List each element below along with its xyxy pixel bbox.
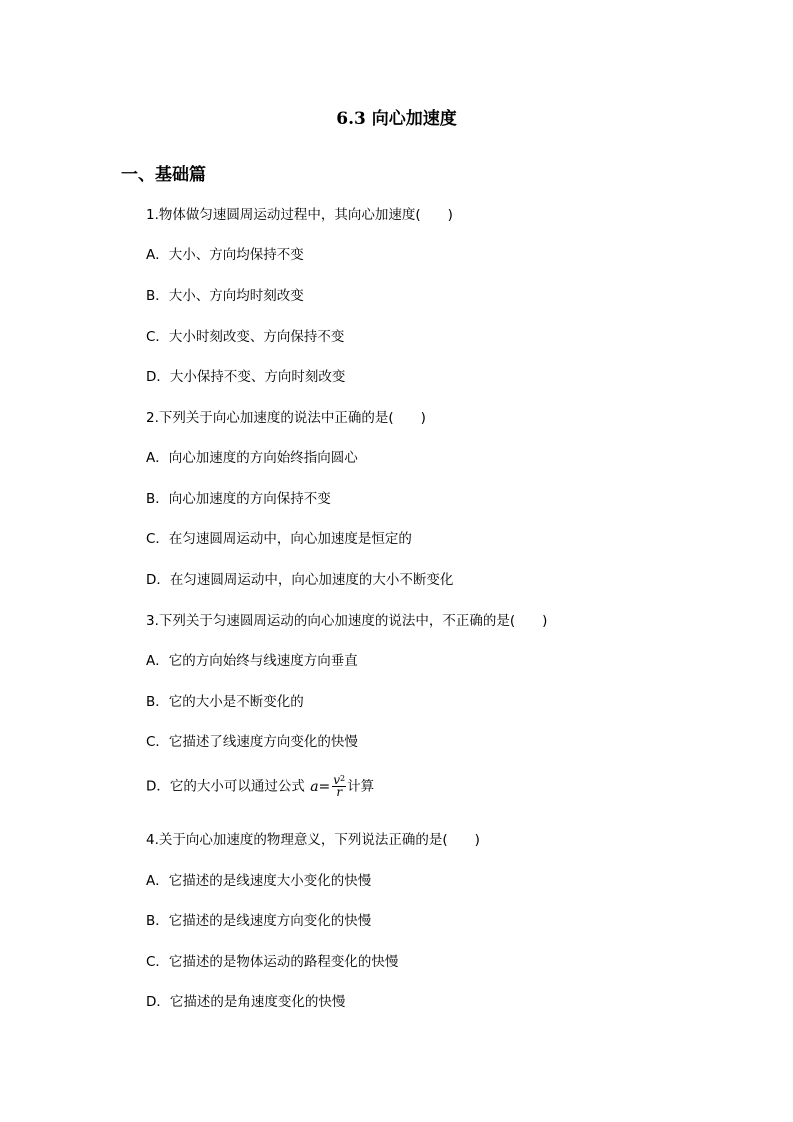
- question-1-option-d: D．大小保持不变、方向时刻改变: [146, 369, 346, 385]
- question-4-option-b: B．它描述的是线速度方向变化的快慢: [146, 913, 372, 929]
- option-d-suffix: 计算: [347, 778, 375, 795]
- question-3-option-c: C．它描述了线速度方向变化的快慢: [146, 734, 358, 750]
- formula-numerator-var: v: [333, 773, 341, 787]
- question-4-option-d: D．它描述的是角速度变化的快慢: [146, 994, 346, 1010]
- question-3-option-a: A．它的方向始终与线速度方向垂直: [146, 653, 358, 669]
- question-1-option-c: C．大小时刻改变、方向保持不变: [146, 329, 345, 345]
- question-1-stem: 1.物体做匀速圆周运动过程中，其向心加速度( ): [146, 207, 453, 223]
- question-3-stem: 3.下列关于匀速圆周运动的向心加速度的说法中，不正确的是( ): [146, 613, 548, 629]
- question-4-stem: 4.关于向心加速度的物理意义，下列说法正确的是( ): [146, 832, 480, 848]
- question-4-option-a: A．它描述的是线速度大小变化的快慢: [146, 873, 372, 889]
- question-1-option-b: B．大小、方向均时刻改变: [146, 288, 304, 304]
- question-3-option-b: B．它的大小是不断变化的: [146, 694, 304, 710]
- formula-fraction: [332, 775, 346, 798]
- option-d-prefix: D．它的大小可以通过公式: [146, 778, 310, 795]
- question-2-option-d: D．在匀速圆周运动中，向心加速度的大小不断变化: [146, 572, 454, 588]
- formula-exponent: 2: [340, 774, 346, 783]
- question-4-option-c: C．它描述的是物体运动的路程变化的快慢: [146, 954, 399, 970]
- section-heading: 一、基础篇: [121, 165, 206, 185]
- question-3-option-d: [146, 775, 374, 798]
- question-2-option-b: B．向心加速度的方向保持不变: [146, 491, 331, 507]
- page-title: 6.3 向心加速度: [336, 109, 457, 129]
- question-2-option-c: C．在匀速圆周运动中，向心加速度是恒定的: [146, 531, 412, 547]
- formula-lhs: a=: [310, 778, 331, 795]
- question-2-option-a: A．向心加速度的方向始终指向圆心: [146, 450, 358, 466]
- question-2-stem: 2.下列关于向心加速度的说法中正确的是( ): [146, 410, 426, 426]
- question-1-option-a: A．大小、方向均保持不变: [146, 247, 304, 263]
- formula-denominator: r: [336, 785, 343, 799]
